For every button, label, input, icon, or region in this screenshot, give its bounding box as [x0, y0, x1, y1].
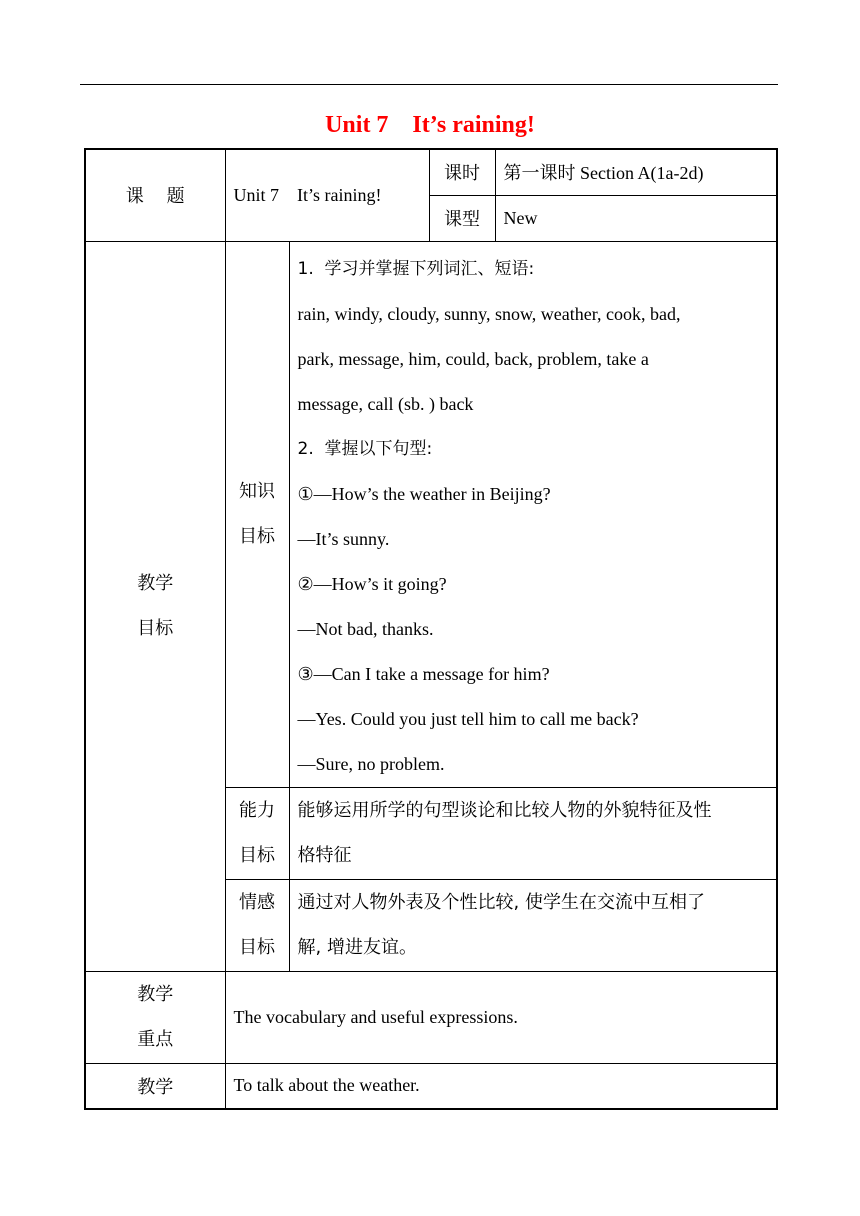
knowledge-line: —Not bad, thanks.: [297, 618, 434, 639]
type-label: 课型: [429, 195, 495, 241]
difficulty-value: To talk about the weather.: [225, 1063, 777, 1109]
row-difficulty: [85, 1063, 777, 1109]
top-rule: [80, 84, 778, 85]
key-points-label: [85, 971, 225, 1063]
knowledge-line: message, call (sb. ) back: [297, 393, 474, 414]
emotion-label-line: 目标: [239, 937, 275, 958]
row-subject: [85, 149, 777, 195]
period-value: 第一课时 Section A(1a-2d): [495, 149, 777, 195]
knowledge-label-line: 知识: [239, 481, 275, 502]
knowledge-content: [289, 241, 777, 787]
document-title: Unit 7 It’s raining!: [325, 112, 535, 138]
period-label: 课时: [429, 149, 495, 195]
ability-label-line: 目标: [239, 845, 275, 866]
emotion-label: [225, 879, 289, 971]
knowledge-line: —Sure, no problem.: [297, 753, 445, 774]
key-points-label-line: 教学: [137, 984, 174, 1005]
knowledge-line: rain, windy, cloudy, sunny, snow, weather, cook, bad,: [297, 303, 681, 324]
knowledge-line: 1. 学习并掌握下列词汇、短语:: [297, 258, 535, 279]
knowledge-line: ①—How’s the weather in Beijing?: [297, 483, 551, 504]
knowledge-line: —It’s sunny.: [297, 528, 390, 549]
knowledge-line: ③—Can I take a message for him?: [297, 663, 550, 684]
knowledge-line: park, message, him, could, back, problem, take a: [297, 348, 649, 369]
knowledge-line: —Yes. Could you just tell him to call me back?: [297, 708, 639, 729]
difficulty-label: 教学: [85, 1063, 225, 1109]
emotion-line: 通过对人物外表及个性比较, 使学生在交流中互相了: [297, 892, 705, 913]
objectives-label-line: 教学: [137, 573, 174, 594]
objectives-label-line: 目标: [137, 618, 174, 639]
key-points-label-line: 重点: [137, 1029, 174, 1050]
knowledge-line: 2. 掌握以下句型:: [297, 438, 433, 459]
ability-content: [289, 787, 777, 879]
row-key-points: [85, 971, 777, 1063]
subject-label: 课 题: [85, 149, 225, 241]
knowledge-label-line: 目标: [239, 526, 275, 547]
knowledge-label: [225, 241, 289, 787]
objectives-label: [85, 241, 225, 971]
subject-value: Unit 7 It’s raining!: [225, 149, 429, 241]
emotion-content: [289, 879, 777, 971]
ability-label-line: 能力: [239, 800, 275, 821]
ability-label: [225, 787, 289, 879]
knowledge-line: ②—How’s it going?: [297, 573, 447, 594]
emotion-line: 解, 增进友谊。: [297, 937, 417, 958]
key-points-value: The vocabulary and useful expressions.: [225, 971, 777, 1063]
ability-line: 格特征: [297, 845, 352, 866]
type-value: New: [495, 195, 777, 241]
lesson-plan-table: [84, 148, 778, 1110]
emotion-label-line: 情感: [239, 892, 275, 913]
row-knowledge: [85, 241, 777, 787]
ability-line: 能够运用所学的句型谈论和比较人物的外貌特征及性: [297, 800, 712, 821]
